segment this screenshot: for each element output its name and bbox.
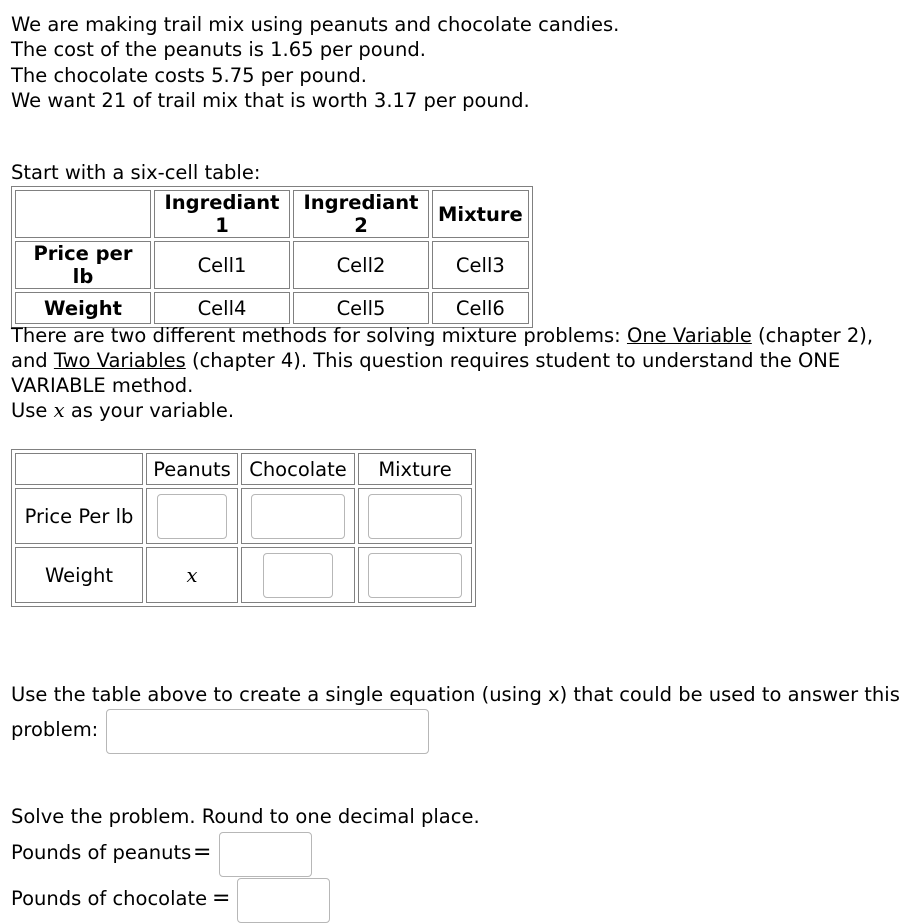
row-label-weight: Weight bbox=[15, 547, 143, 603]
header-ingredient-1: Ingrediant 1 bbox=[154, 190, 290, 238]
one-variable-link[interactable]: One Variable bbox=[626, 324, 752, 347]
equation-input[interactable] bbox=[106, 709, 429, 754]
equation-prompt-cont: problem: bbox=[11, 718, 99, 741]
two-variables-link[interactable]: Two Variables bbox=[53, 349, 186, 372]
chocolate-answer-input[interactable] bbox=[237, 878, 330, 923]
corner-cell bbox=[15, 453, 143, 485]
price-peanuts-cell bbox=[146, 488, 238, 544]
price-peanuts-input[interactable] bbox=[157, 494, 227, 539]
header-peanuts: Peanuts bbox=[146, 453, 238, 485]
row-label-price: Price per lb bbox=[15, 241, 151, 289]
weight-chocolate-cell bbox=[241, 547, 355, 603]
equals-sign: = bbox=[193, 840, 212, 865]
corner-cell bbox=[15, 190, 151, 238]
solve-instruction: Solve the problem. Round to one decimal place. bbox=[11, 805, 480, 828]
weight-peanuts-value: x bbox=[146, 547, 238, 603]
methods-text: (chapter 2), and bbox=[11, 324, 874, 372]
equation-prompt: Use the table above to create a single equation (using x) that could be used to answer this bbox=[11, 683, 900, 706]
header-chocolate: Chocolate bbox=[241, 453, 355, 485]
methods-text: There are two different methods for solving mixture problems: bbox=[11, 324, 627, 347]
price-mixture-cell bbox=[358, 488, 472, 544]
intro-line-2: The cost of the peanuts is 1.65 per pound. bbox=[11, 38, 426, 62]
methods-paragraph bbox=[11, 323, 891, 423]
cell-6: Cell6 bbox=[432, 292, 529, 324]
six-cell-table bbox=[11, 186, 533, 328]
six-cell-caption: Start with a six-cell table: bbox=[11, 161, 261, 184]
variable-symbol: x bbox=[53, 399, 65, 422]
peanuts-label: Pounds of peanuts bbox=[11, 841, 192, 864]
intro-line-1: We are making trail mix using peanuts and chocolate candies. bbox=[11, 13, 620, 36]
equals-sign: = bbox=[212, 886, 231, 911]
weight-chocolate-input[interactable] bbox=[263, 553, 333, 598]
problem-statement bbox=[11, 12, 619, 113]
cell-3: Cell3 bbox=[432, 241, 529, 289]
cell-4: Cell4 bbox=[154, 292, 290, 324]
row-label-weight: Weight bbox=[15, 292, 151, 324]
use-suffix: as your variable. bbox=[64, 399, 235, 422]
cell-5: Cell5 bbox=[293, 292, 429, 324]
header-ingredient-2: Ingrediant 2 bbox=[293, 190, 429, 238]
chocolate-label: Pounds of chocolate bbox=[11, 887, 208, 910]
answer-table bbox=[11, 449, 476, 607]
cell-2: Cell2 bbox=[293, 241, 429, 289]
header-mixture: Mixture bbox=[432, 190, 529, 238]
price-chocolate-input[interactable] bbox=[251, 494, 345, 539]
row-label-price: Price Per lb bbox=[15, 488, 143, 544]
intro-line-4: We want 21 of trail mix that is worth 3.17 per pound. bbox=[11, 88, 530, 112]
header-mixture: Mixture bbox=[358, 453, 472, 485]
intro-line-3: The chocolate costs 5.75 per pound. bbox=[11, 63, 367, 87]
cell-1: Cell1 bbox=[154, 241, 290, 289]
use-prefix: Use bbox=[11, 399, 54, 422]
peanuts-answer-input[interactable] bbox=[219, 832, 312, 877]
methods-text: (chapter 4). This question requires student to understand the ONE VARIABLE method. bbox=[11, 349, 841, 397]
weight-mixture-cell bbox=[358, 547, 472, 603]
weight-mixture-input[interactable] bbox=[368, 553, 462, 598]
price-mixture-input[interactable] bbox=[368, 494, 462, 539]
price-chocolate-cell bbox=[241, 488, 355, 544]
variable-instruction bbox=[11, 398, 891, 423]
